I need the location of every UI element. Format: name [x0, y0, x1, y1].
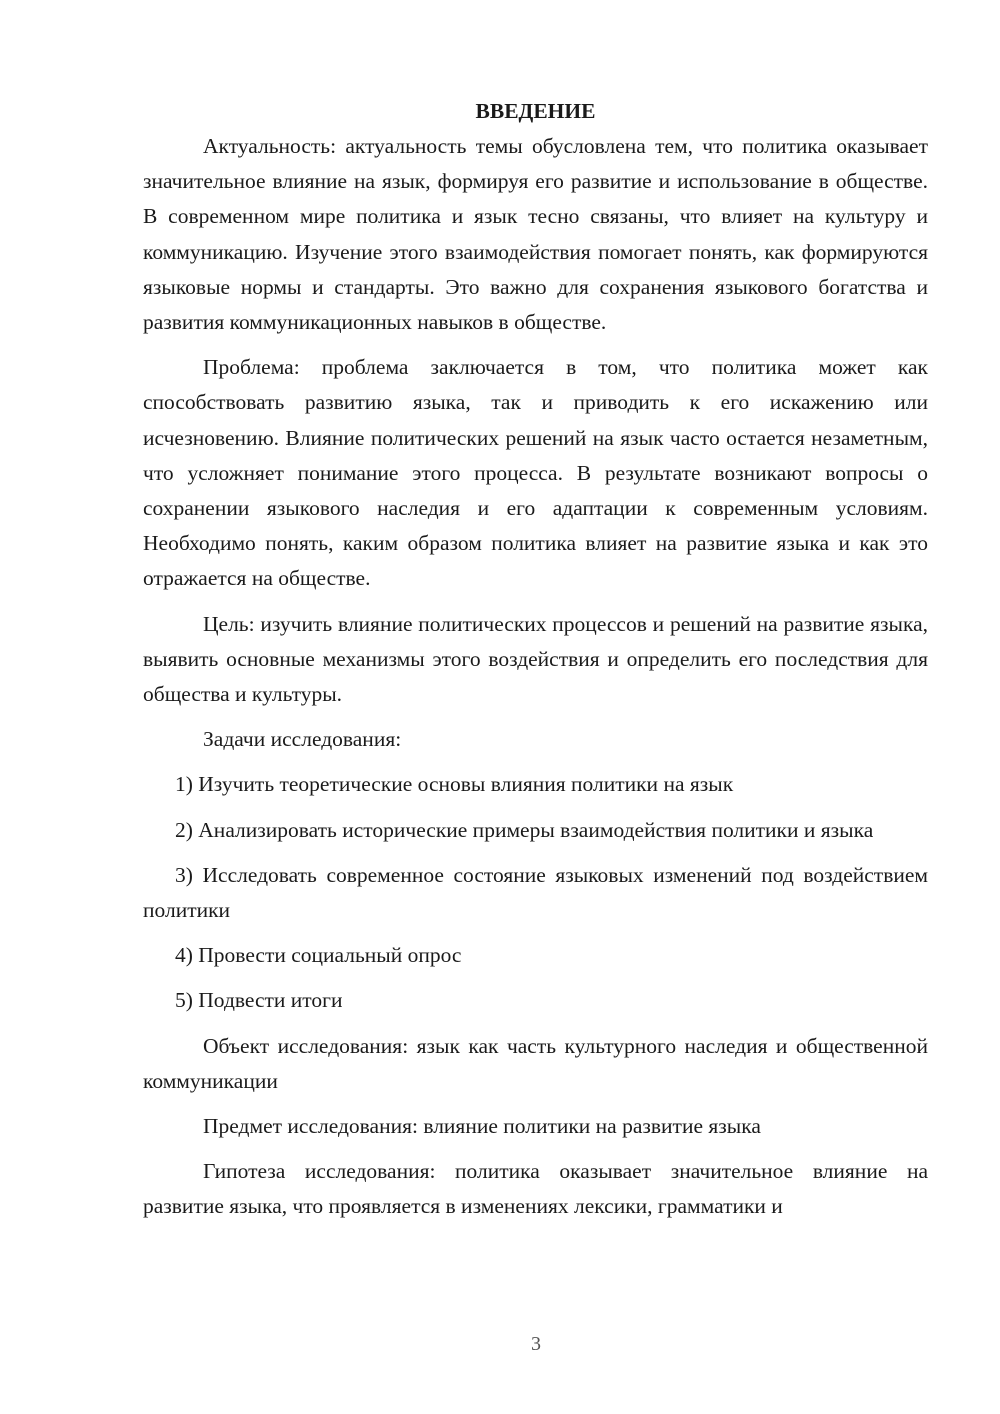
hypothesis-paragraph: Гипотеза исследования: политика оказывает значительное влияние на развитие языка, что проявляется в изменениях лексики, грамматики и: [143, 1159, 928, 1219]
task-item-3: 3) Исследовать современное состояние языковых изменений под воздействием политики: [143, 862, 928, 923]
relevance-paragraph: Актуальность: актуальность темы обусловлена тем, что политика оказывает значительное влияние на язык, формируя его развитие и использование в обществе. В современном мире политика и язык тесно связаны, что влияет на культуру и коммуникацию. Изучение этого взаимодействия помогает понять, как формируются языковые нормы и стандарты. Это важно для сохранения языкового богатства и развития коммуникационных навыков в обществе.: [143, 134, 928, 335]
task-item-5: 5) Подвести итоги: [175, 988, 343, 1013]
object-paragraph: Объект исследования: язык как часть культурного наследия и общественной коммуникации: [143, 1033, 928, 1093]
section-title: ВВЕДЕНИЕ: [475, 99, 596, 123]
tasks-heading: Задачи исследования:: [203, 727, 402, 752]
page-content: [143, 94, 928, 1235]
subject-paragraph: Предмет исследования: влияние политики на развитие языка: [203, 1114, 761, 1139]
task-item-2: 2) Анализировать исторические примеры взаимодействия политики и языка: [175, 817, 874, 842]
page-number: 3: [531, 1333, 541, 1355]
goal-paragraph: Цель: изучить влияние политических процессов и решений на развитие языка, выявить основные механизмы этого воздействия и определить его последствия для общества и культуры.: [143, 611, 928, 707]
task-item-1: 1) Изучить теоретические основы влияния политики на язык: [175, 772, 734, 797]
task-item-4: 4) Провести социальный опрос: [175, 943, 462, 968]
problem-paragraph: Проблема: проблема заключается в том, что политика может как способствовать развитию языка, так и приводить к его искажению или исчезновению. Влияние политических решений на язык часто остается незаметным, что усложняет понимание этого процесса. В результате возникают вопросы о сохранении языкового наследия и его адаптации к современным условиям. Необходимо понять, каким образом политика влияет на развитие языка и как это отражается на обществе.: [143, 355, 928, 591]
